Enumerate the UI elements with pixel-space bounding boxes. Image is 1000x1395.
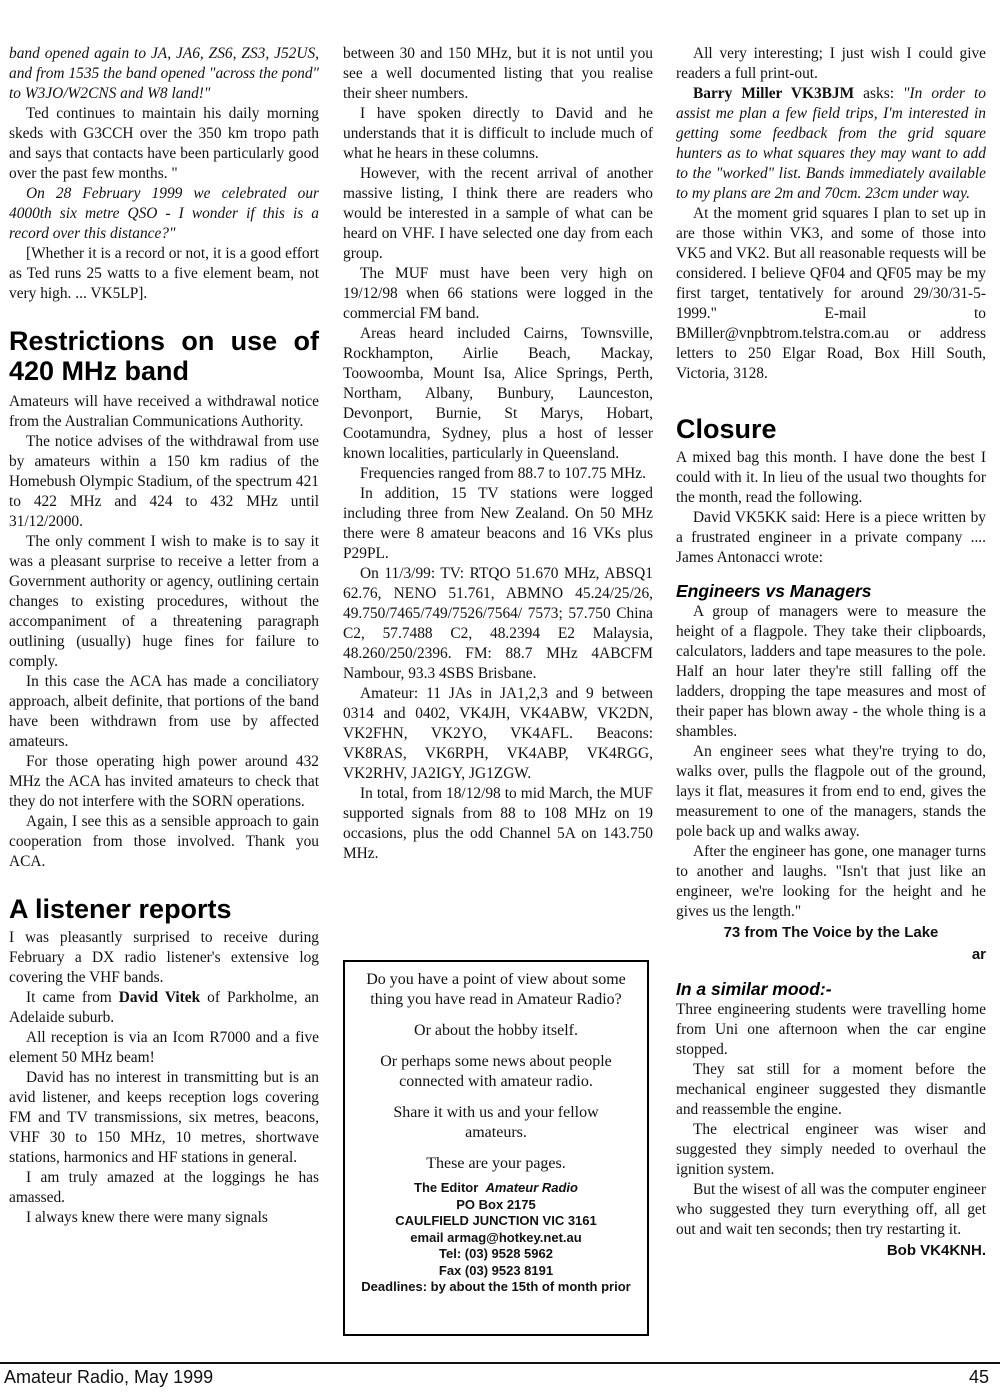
subheading-similar-mood: In a similar mood:-: [676, 979, 832, 999]
paragraph: I always knew there were many signals: [26, 1209, 268, 1226]
po-box: PO Box 2175: [456, 1196, 536, 1212]
paragraph: The notice advises of the withdrawal from use by amateurs within a 150 km radius of the Homebush Olympic Stadium, of the spectrum 421 to 422 MHz and 424 to 432 MHz until 31/12/2000.: [9, 433, 319, 530]
page-number: 45: [968, 1367, 989, 1387]
paragraph: The MUF must have been very high on 19/12/98 when 66 stations were logged in the commercial FM band.: [343, 265, 653, 322]
text: of Parkholme, an Adelaide suburb.: [9, 989, 320, 1026]
paragraph: In this case the ACA has made a conciliatory approach, albeit definite, that portions of the band have been withdrawn from use by affected amateurs.: [9, 673, 319, 750]
paragraph: [Whether it is a record or not, it is a good effort as Ted runs 25 watts to a five element beam, not very high. ... VK5LP].: [9, 245, 319, 302]
paragraph: I was pleasantly surprised to receive during February a DX radio listener's extensive log covering the VHF bands.: [9, 929, 319, 986]
paragraph: However, with the recent arrival of another massive listing, I think there are readers who would be interested in a sample of what can be heard on VHF. I have selected one day from each group.: [343, 165, 653, 262]
fax-line: Fax (03) 9523 8191: [438, 1262, 554, 1278]
paragraph: All very interesting; I just wish I could give readers a full print-out.: [676, 45, 986, 82]
paragraph: Areas heard included Cairns, Townsville, Rockhampton, Airlie Beach, Mackay, Toowoomba, Mount Isa, Alice Springs, Perth, Northam, Albany, Bunbury, Launceston, Devonport, Burnie, St Marys, Hobart, Cootamundra, Sydney, plus a host of lesser known localities, particularly in Queensland.: [343, 325, 653, 462]
email-line: email armag@hotkey.net.au: [410, 1229, 582, 1245]
editor-line: [345, 1180, 647, 1197]
subheading-engineers: Engineers vs Managers: [676, 581, 872, 601]
paragraph: The electrical engineer was wiser and suggested they simply needed to overhaul the ignition system.: [676, 1121, 986, 1178]
notice-text: Or about the hobby itself.: [414, 1022, 578, 1039]
notice-text: Or perhaps some news about people connected with amateur radio.: [380, 1053, 612, 1090]
quote: "In order to assist me plan a few field trips, I'm interested in getting some feedback from the grid square hunters as to what squares they may want to add to the "worked" list. Bands immediately available to my plans are 2m and 70cm. 23cm under way.: [676, 85, 986, 202]
paragraph: [676, 84, 986, 204]
paragraph: After the engineer has gone, one manager turns to another and laughs. "Isn't that just like an engineer, we're looking for the height and he gives us the length.": [676, 843, 986, 920]
paragraph: On 28 February 1999 we celebrated our 4000th six metre QSO - I wonder if this is a record over this distance?": [9, 185, 319, 242]
section-heading-listener: A listener reports: [9, 894, 232, 924]
signature: ar: [971, 946, 986, 963]
paragraph: Three engineering students were travelling home from Uni one afternoon when the car engine stopped.: [676, 1001, 986, 1058]
person-name: David Vitek: [118, 989, 201, 1006]
paragraph: Amateurs will have received a withdrawal notice from the Australian Communications Authority.: [9, 393, 319, 430]
paragraph: band opened again to JA, JA6, ZS6, ZS3, J52US, and from 1535 the band opened "across the pond" to W3JO/W2CNS and W8 land!": [9, 45, 319, 102]
paragraph: Frequencies ranged from 88.7 to 107.75 MHz.: [360, 465, 646, 482]
deadline-line: Deadlines: by about the 15th of month prior: [361, 1279, 631, 1294]
paragraph: At the moment grid squares I plan to set up in are those within VK3, and some of those into VK5 and VK2. But all reasonable requests will be considered. I believe QF04 and QF05 may be my first target, tentatively for around 29/30/31-5-1999." E-mail to BMiller@vnpbtrom.telstra.com.au or address letters to 250 Elgar Road, Box Hill South, Victoria, 3128.: [676, 205, 986, 382]
paragraph: Amateur: 11 JAs in JA1,2,3 and 9 between 0314 and 0402, VK4JH, VK4ABW, VK2DN, VK2FHN, VK2YO, VK4AFL. Beacons: VK8RAS, VK6RPH, VK4ABP, VK4RGG, VK2RHV, JA2IGY, JG1ZGW.: [343, 685, 653, 782]
signature: 73 from The Voice by the Lake: [723, 924, 939, 941]
column-3: [676, 44, 986, 1262]
column-2: [343, 44, 653, 864]
paragraph: The only comment I wish to make is to say it was a pleasant surprise to receive a letter from a Government authority or agency, outlining certain changes to existing procedures, without the accompaniment of a threatening paragraph outlining (usually) huge fines for failure to comply.: [9, 533, 319, 670]
city-line: CAULFIELD JUNCTION VIC 3161: [395, 1213, 597, 1228]
paragraph: In addition, 15 TV stations were logged including three from New Zealand. On 50 MHz there were 8 amateur beacons and 16 VKs plus P29PL.: [343, 485, 653, 562]
text: asks:: [854, 85, 904, 102]
paragraph: In total, from 18/12/98 to mid March, the MUF supported signals from 88 to 108 MHz on 19 occasions, plus the odd Channel 5A on 143.750 MHz.: [343, 785, 653, 862]
paragraph: I have spoken directly to David and he understands that it is difficult to include much of what he hears in these columns.: [343, 105, 653, 162]
letters-notice-box: [343, 960, 649, 1336]
paragraph: They sat still for a moment before the mechanical engineer suggested they dismantle and reassemble the engine.: [676, 1061, 986, 1118]
paragraph: Again, I see this as a sensible approach to gain cooperation from those involved. Thank you ACA.: [9, 813, 319, 870]
magazine-name: Amateur Radio: [485, 1180, 578, 1195]
paragraph: A group of managers were to measure the height of a flagpole. They take their clipboards, calculators, ladders and tape measures to the pole. Half an hour later they're still falling off the ladders, dropping the tape measures and most of their paper has blown away - the whole thing is a shambles.: [676, 603, 986, 740]
page-footer: [4, 1366, 989, 1390]
section-heading-restrictions: Restrictions on use of 420 MHz band: [9, 326, 319, 386]
publication-name: Amateur Radio, May 1999: [4, 1367, 214, 1387]
signature: Bob VK4KNH.: [886, 1242, 986, 1259]
paragraph: [9, 988, 319, 1028]
paragraph: David VK5KK said: Here is a piece written by a frustrated engineer in a private company .... James Antonacci wrote:: [676, 509, 986, 566]
paragraph: But the wisest of all was the computer engineer who suggested they turn everything off, all get out and wait ten seconds; then try restarting it.: [676, 1181, 986, 1238]
notice-text: Do you have a point of view about some thing you have read in Amateur Radio?: [366, 971, 626, 1008]
notice-text: Share it with us and your fellow amateurs.: [393, 1104, 599, 1141]
person-name: Barry Miller VK3BJM: [693, 85, 855, 102]
tel-line: Tel: (03) 9528 5962: [439, 1246, 553, 1261]
paragraph: A mixed bag this month. I have done the best I could with it. In lieu of the usual two thoughts for the month, read the following.: [676, 449, 986, 506]
paragraph: I am truly amazed at the loggings he has amassed.: [9, 1169, 319, 1206]
section-heading-closure: Closure: [676, 414, 777, 444]
paragraph: between 30 and 150 MHz, but it is not until you see a well documented listing that you realise their sheer numbers.: [343, 45, 653, 102]
paragraph: An engineer sees what they're trying to do, walks over, pulls the flagpole out of the ground, lays it flat, measures it from end to end, gives the measurement to one of the managers, stands the pole back up and walks away.: [676, 743, 986, 840]
paragraph: All reception is via an Icom R7000 and a five element 50 MHz beam!: [9, 1029, 319, 1066]
footer-rule: [0, 1362, 1000, 1364]
notice-text: These are your pages.: [426, 1155, 566, 1172]
paragraph: On 11/3/99: TV: RTQO 51.670 MHz, ABSQ1 62.76, NENO 51.761, ABMNO 45.24/25/26, 49.750/7465/749/7526/7564/ 7573; 57.750 China C2, 57.7488 C2, 48.2394 E2 Malaysia, 48.260/250/2396. FM: 88.7 MHz 4ABCFM Nambour, 93.3 4SBS Brisbane.: [343, 565, 653, 682]
paragraph: Ted continues to maintain his daily morning skeds with G3CCH over the 350 km tropo path and says that contacts have been particularly good over the past few months. ": [9, 105, 319, 182]
text: It came from: [26, 989, 119, 1006]
paragraph: For those operating high power around 432 MHz the ACA has invited amateurs to check that they do not interfere with the SORN operations.: [9, 753, 319, 810]
editor-label: The Editor: [414, 1180, 479, 1195]
column-1: [9, 44, 319, 1228]
paragraph: David has no interest in transmitting but is an avid listener, and keeps reception logs covering FM and TV transmissions, six metres, beacons, VHF 30 to 150 MHz, 10 metres, shortwave stations, harmonics and HF stations in general.: [9, 1069, 319, 1166]
